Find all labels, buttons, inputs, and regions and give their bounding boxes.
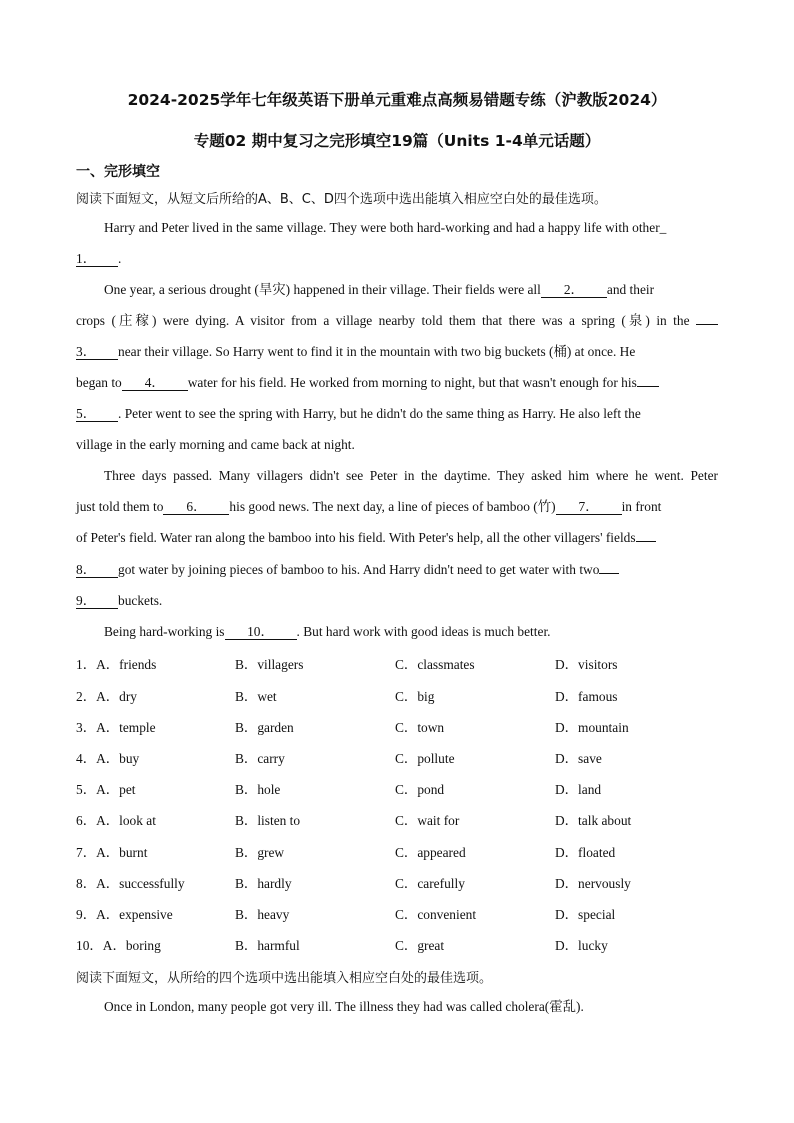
option-a[interactable]: 8．A．successfully [76,876,185,891]
document-title: 2024-2025学年七年级英语下册单元重难点高频易错题专练（沪教版2024） [127,91,667,109]
answer-blank[interactable]: 10． [225,624,297,640]
answer-blank[interactable]: 2． [541,282,607,298]
option-c[interactable]: C．pollute [395,751,455,766]
option-c[interactable]: C．carefully [395,876,465,891]
passage-line: just told them to 6． his good news. The next day, a line of pieces of bamboo (竹) 7． in front [76,499,662,514]
section-heading: 一、完形填空 [76,164,160,180]
option-b[interactable]: B．hole [235,782,281,797]
option-a[interactable]: 5．A．pet [76,782,136,797]
answer-blank[interactable]: 1． [76,251,118,267]
option-d[interactable]: D．famous [555,689,618,704]
passage-line: 1． . [76,251,122,266]
option-a[interactable]: 1．A．friends [76,657,157,672]
passage-line: Harry and Peter lived in the same village. They were both hard-working and had a happy life with other_ [104,220,667,235]
passage-line: Three days passed. Many villagers didn't see Peter in the daytime. They asked him where he went. Peter [104,468,718,483]
option-b[interactable]: B．hardly [235,876,292,891]
passage-line: of Peter's field. Water ran along the bamboo into his field. With Peter's help, all the other villagers' fields [76,529,718,547]
answer-blank[interactable]: 8． [76,562,118,578]
option-a[interactable]: 4．A．buy [76,751,140,766]
option-d[interactable]: D．land [555,782,602,797]
option-d[interactable]: D．special [555,907,616,922]
answer-blank[interactable]: 3． [76,344,118,360]
passage-line: crops (庄稼) were dying. A visitor from a village nearby told them that there was a spring (泉) in the [76,312,718,330]
option-a[interactable]: 10．A．boring [76,938,161,953]
option-b[interactable]: B．wet [235,689,277,704]
document-subtitle: 专题02 期中复习之完形填空19篇（Units 1-4单元话题） [193,132,601,150]
answer-blank[interactable]: 9． [76,593,118,609]
option-c[interactable]: C．classmates [395,657,475,672]
answer-blank[interactable]: 6． [163,499,229,515]
option-b[interactable]: B．villagers [235,657,304,672]
option-b[interactable]: B．carry [235,751,285,766]
option-c[interactable]: C．great [395,938,445,953]
option-c[interactable]: C．convenient [395,907,477,922]
passage-line: 5． . Peter went to see the spring with Harry, but he didn't do the same thing as Harry. He also left the [76,406,641,421]
option-b[interactable]: B．garden [235,720,294,735]
option-c[interactable]: C．appeared [395,845,466,860]
option-d[interactable]: D．lucky [555,938,608,953]
answer-blank[interactable]: 5． [76,406,118,422]
passage-line: Once in London, many people got very ill. The illness they had was called cholera(霍乱). [104,999,584,1014]
option-d[interactable]: D．mountain [555,720,629,735]
option-d[interactable]: D．talk about [555,813,632,828]
option-d[interactable]: D．save [555,751,602,766]
option-c[interactable]: C．pond [395,782,445,797]
option-b[interactable]: B．grew [235,845,285,860]
option-d[interactable]: D．nervously [555,876,631,891]
option-b[interactable]: B．listen to [235,813,301,828]
option-a[interactable]: 6．A．look at [76,813,156,828]
passage-line: village in the early morning and came back at night. [76,437,355,452]
answer-blank[interactable]: 4． [122,375,188,391]
passage-line: 8． got water by joining pieces of bamboo to his. And Harry didn't need to get water with two [76,561,718,579]
option-d[interactable]: D．floated [555,845,616,860]
option-b[interactable]: B．harmful [235,938,300,953]
section-instruction: 阅读下面短文，从短文后所给的A、B、C、D四个选项中选出能填入相应空白处的最佳选项。 [76,192,607,207]
option-c[interactable]: C．big [395,689,435,704]
passage-line: Being hard-working is 10． . But hard work with good ideas is much better. [104,624,551,639]
option-a[interactable]: 2．A．dry [76,689,137,704]
option-c[interactable]: C．wait for [395,813,460,828]
passage-line: One year, a serious drought (旱灾) happened in their village. Their fields were all 2． and their [104,282,655,297]
option-a[interactable]: 9．A．expensive [76,907,173,922]
option-a[interactable]: 7．A．burnt [76,845,148,860]
passage-instruction: 阅读下面短文，从所给的四个选项中选出能填入相应空白处的最佳选项。 [76,971,493,986]
option-b[interactable]: B．heavy [235,907,290,922]
option-a[interactable]: 3．A．temple [76,720,156,735]
passage-line: 9． buckets. [76,593,163,608]
answer-blank[interactable]: 7． [556,499,622,515]
option-c[interactable]: C．town [395,720,445,735]
passage-line: 3． near their village. So Harry went to find it in the mountain with two big buckets (桶) at once. He [76,344,636,359]
passage-line: began to 4． water for his field. He worked from morning to night, but that wasn't enough for his [76,374,718,392]
option-d[interactable]: D．visitors [555,657,618,672]
